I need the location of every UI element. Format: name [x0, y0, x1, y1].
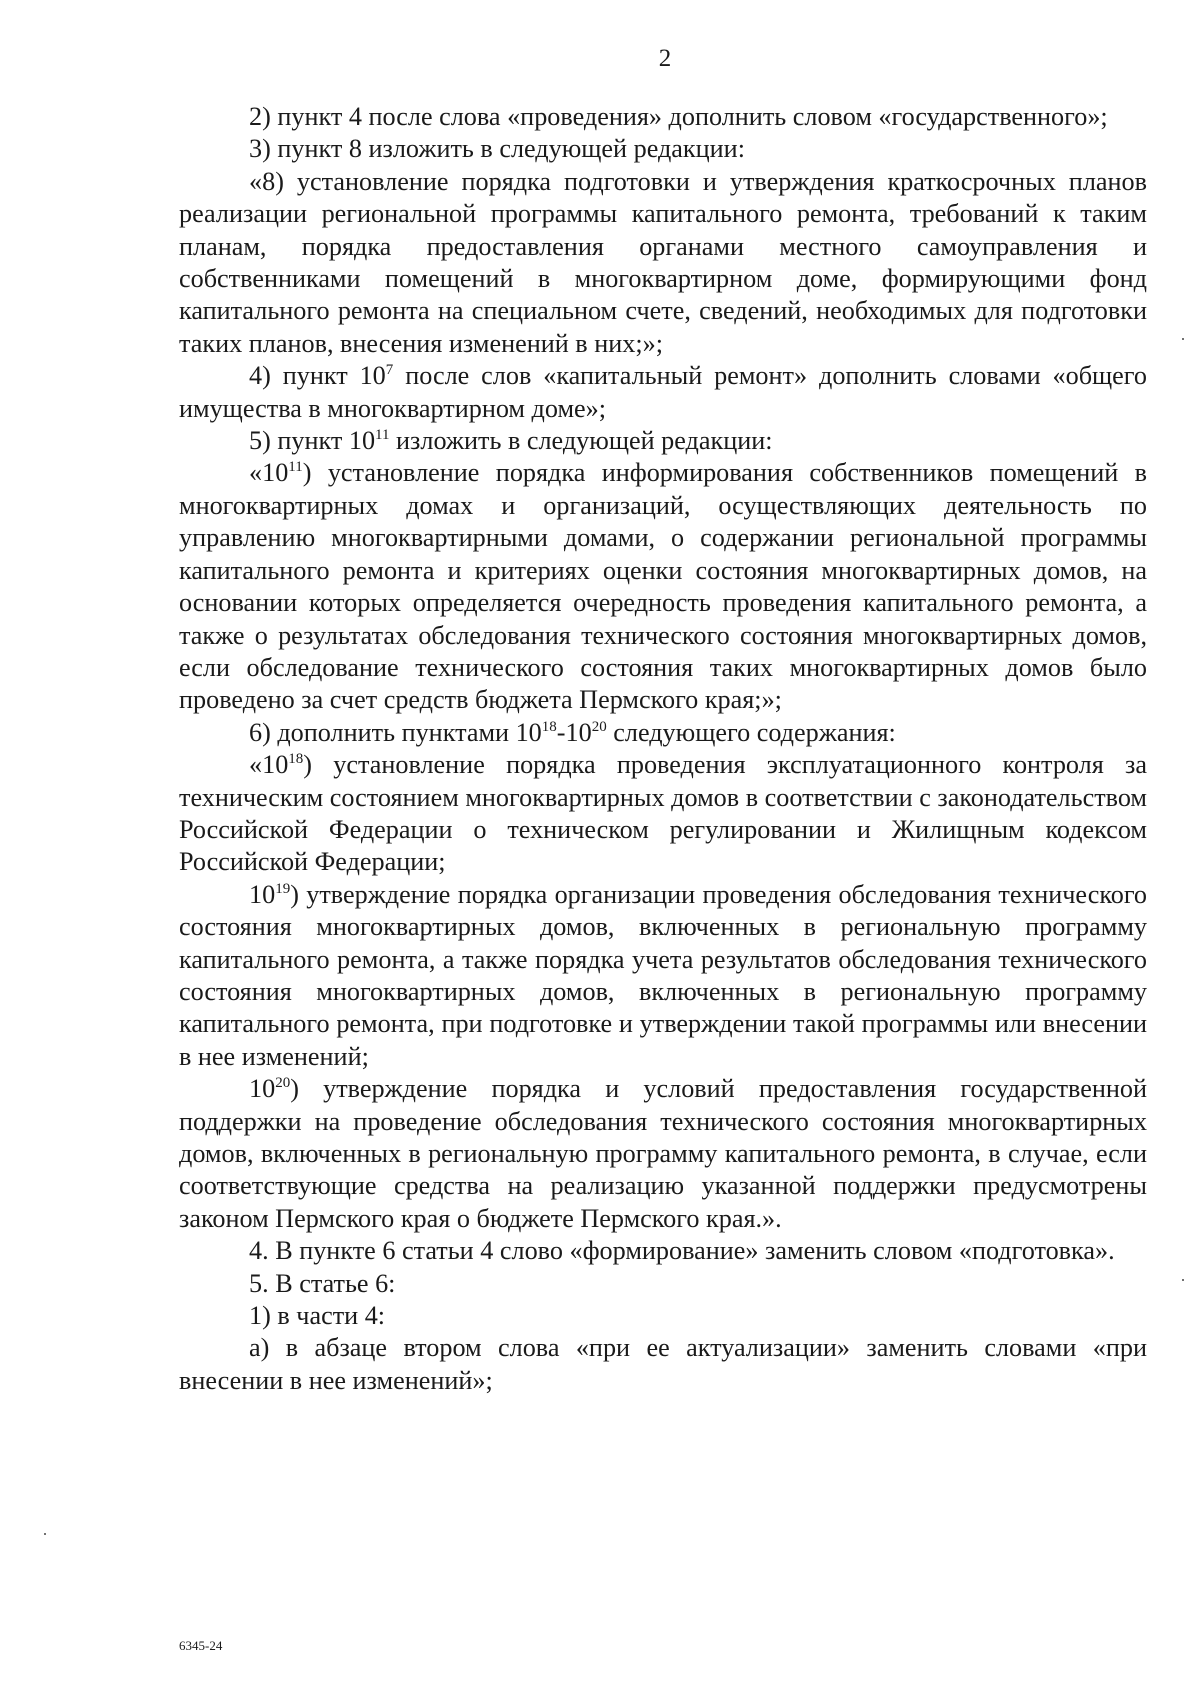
paragraph: [179, 1332, 1147, 1397]
paragraph-text: «10: [249, 750, 289, 780]
paragraph: [179, 166, 1147, 360]
paragraph-text: 5) пункт 10: [249, 426, 376, 456]
paragraph-text: 4. В пункте 6 статьи 4 слово «формирование» заменить словом «подготовка».: [249, 1236, 1115, 1266]
paragraph: [179, 749, 1147, 879]
paragraph: [179, 425, 1147, 457]
paragraph-text: изложить в следующей редакции:: [389, 426, 773, 456]
paragraph: [179, 1235, 1147, 1267]
paragraph-text: 1) в части 4:: [249, 1301, 386, 1331]
paragraph-text: 10: [249, 1074, 276, 1104]
superscript-index: 20: [275, 1075, 291, 1092]
paragraph: [179, 879, 1147, 1073]
paragraph: [179, 1268, 1147, 1300]
paragraph-text: 4) пункт 10: [249, 361, 386, 391]
paragraph-text: 3) пункт 8 изложить в следующей редакции:: [249, 134, 745, 164]
paragraph: [179, 1300, 1147, 1332]
paragraph: [179, 457, 1147, 716]
paragraph-text: «10: [249, 458, 289, 488]
paragraph-text: а) в абзаце втором слова «при ее актуализации» заменить словами «при внесении в нее изменений»;: [179, 1333, 1147, 1395]
paragraph: [179, 360, 1147, 425]
paragraph: [179, 101, 1147, 133]
paragraph: [179, 1073, 1147, 1235]
superscript-index: 18: [288, 751, 304, 768]
scan-speck: [44, 1533, 46, 1535]
page-number: 2: [658, 45, 672, 72]
paragraph: [179, 717, 1147, 749]
superscript-index: 20: [591, 718, 607, 735]
superscript-index: 19: [275, 880, 291, 897]
document-code: 6345-24: [179, 1638, 223, 1653]
paragraph-text: 5. В статье 6:: [249, 1268, 396, 1298]
paragraph-text: ) утверждение порядка и условий предоставления государственной поддержки на проведение обследования технического состояния многоквартирных домов, включенных в региональную программу капитального ремонта, в случае, если соответствующие средства на реализацию указанной поддержки предусмотрены законом Пермского края о бюджете Пермского края.».: [179, 1074, 1147, 1233]
scan-speck: [1182, 338, 1184, 340]
superscript-index: 11: [288, 459, 303, 476]
paragraph-text: ) установление порядка проведения эксплуатационного контроля за техническим состоянием многоквартирных домов в соответствии с законодательством Российской Федерации о техническом регулировании и Жилищным кодексом Российской Федерации;: [179, 750, 1147, 877]
paragraph-text: ) установление порядка информирования собственников помещений в многоквартирных домах и организаций, осуществляющих деятельность по управлению многоквартирными домами, о содержании региональной программы капитального ремонта и критериях оценки состояния многоквартирных домов, на основании которых определяется очередность проведения капитального ремонта, а также о результатах обследования технического состояния многоквартирных домов, если обследование технического состояния таких многоквартирных домов было проведено за счет средств бюджета Пермского края;»;: [179, 458, 1147, 715]
superscript-index: 18: [541, 718, 557, 735]
paragraph-text: после слов «капитальный ремонт» дополнить словами «общего имущества в многоквартирном доме»;: [179, 361, 1147, 423]
paragraph-text: 10: [249, 879, 276, 909]
superscript-index: 11: [375, 427, 390, 444]
scan-speck: [1182, 1279, 1184, 1281]
paragraph-text: следующего содержания:: [606, 717, 896, 747]
paragraph-text: «8) установление порядка подготовки и утверждения краткосрочных планов реализации региональной программы капитального ремонта, требований к таким планам, порядка предоставления органами местного самоуправления и собственниками помещений в многоквартирном доме, формирующими фонд капитального ремонта на специальном счете, сведений, необходимых для подготовки таких планов, внесения изменений в них;»;: [179, 166, 1147, 358]
paragraph-text: -10: [556, 717, 592, 747]
paragraph-text: 2) пункт 4 после слова «проведения» дополнить словом «государственного»;: [249, 102, 1108, 131]
paragraph-text: 6) дополнить пунктами 10: [249, 717, 542, 747]
paragraph: [179, 133, 1147, 165]
superscript-index: 7: [385, 362, 394, 379]
document-body: [179, 101, 1147, 1397]
paragraph-text: ) утверждение порядка организации проведения обследования технического состояния многоквартирных домов, включенных в региональную программу капитального ремонта, а также порядка учета результатов обследования технического состояния многоквартирных домов, включенных в региональную программу капитального ремонта, при подготовке и утверждении такой программы или внесении в нее изменений;: [179, 879, 1147, 1071]
